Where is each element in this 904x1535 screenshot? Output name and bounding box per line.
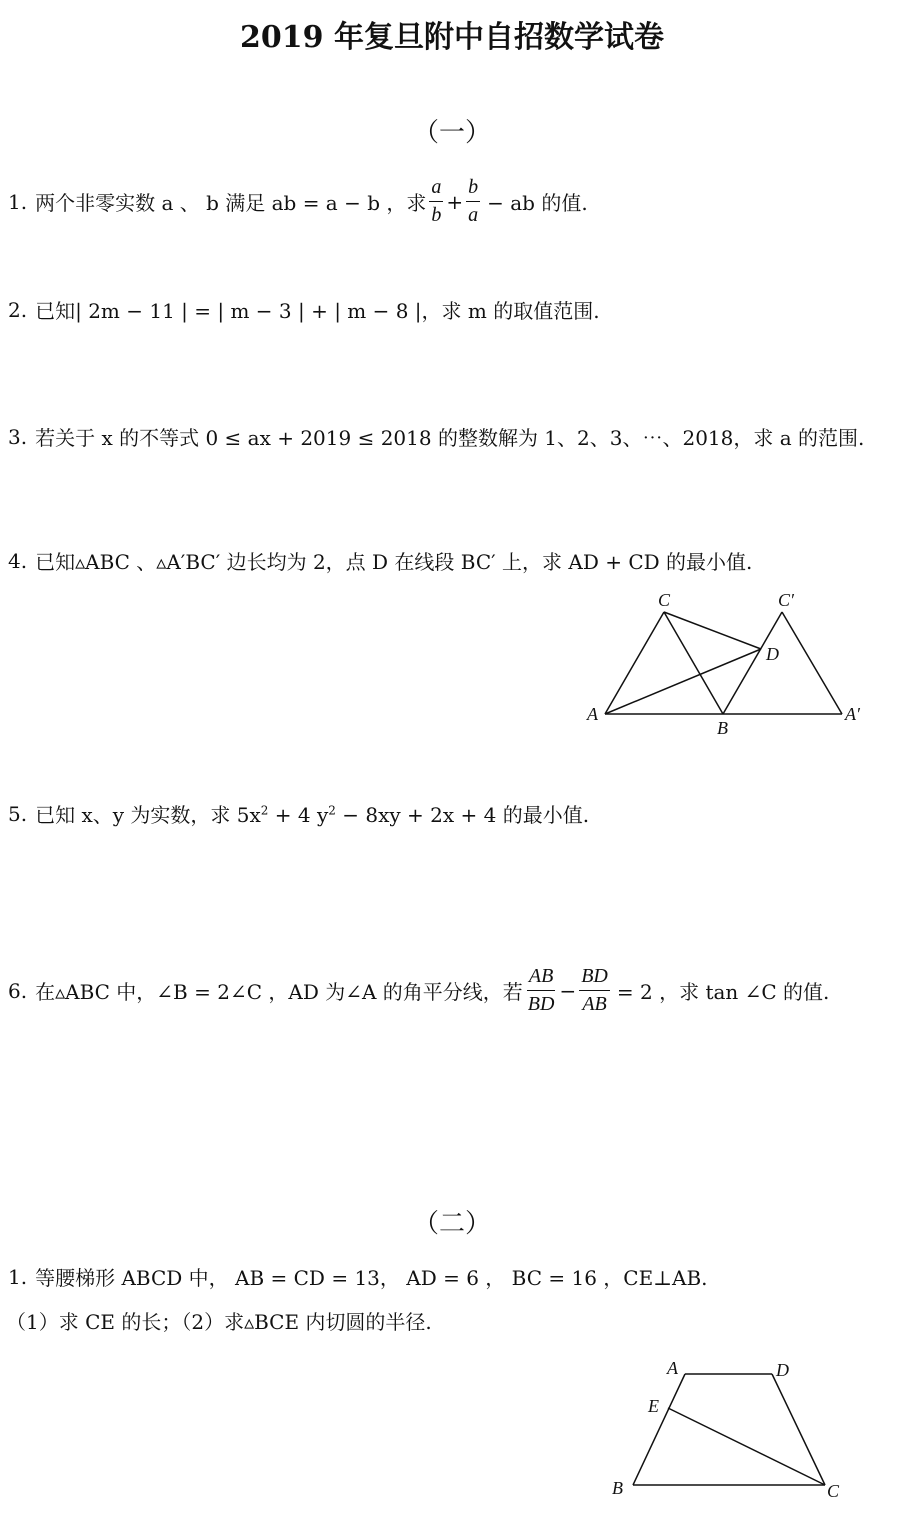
fraction-b-over-a: $\frac{b}{a}$ <box>468 176 479 226</box>
segment-C'A' <box>782 612 842 714</box>
fraction-AB-over-BD: $\frac{AB}{BD}$ <box>527 965 555 1015</box>
question-number: 1. <box>8 189 28 214</box>
question-text: 等腰梯形 ABCD 中， AB = CD = 13， AD = 6 ， BC = 16 ，CE⊥AB. <box>35 1266 708 1290</box>
question-text: 两个非零实数 a 、 b 满足 ab = a − b ，求 <box>35 191 427 215</box>
label-D: D <box>776 1360 789 1380</box>
question-number: 4. <box>8 548 28 573</box>
label-A: A <box>667 1358 678 1378</box>
question-number: 2. <box>8 297 28 322</box>
question-5 <box>8 799 589 828</box>
label-A: A <box>587 704 598 724</box>
fraction-BD-over-AB: $\frac{BD}{AB}$ <box>581 965 608 1015</box>
label-B: B <box>717 718 728 738</box>
segment-CD <box>664 612 761 649</box>
label-A-prime: A′ <box>845 704 860 724</box>
question-3 <box>8 422 864 451</box>
question-text: 已知| 2m − 11 | = | m − 3 | + | m − 8 |，求 m 的取值范围. <box>35 299 600 323</box>
segment-AD <box>605 649 761 714</box>
label-E: E <box>648 1396 659 1416</box>
label-C-prime: C′ <box>778 590 794 610</box>
question-text: 在▵ABC 中，∠B = 2∠C ，AD 为∠A 的角平分线，若 <box>35 980 523 1004</box>
segment-EC <box>668 1408 825 1485</box>
section-heading-1: （一） <box>412 118 491 148</box>
label-C: C <box>658 590 671 610</box>
segment-AC <box>605 612 664 714</box>
question-number: 3. <box>8 424 28 449</box>
question-1: 1. 两个非零实数 a 、 b 满足 ab = a − b ，求 $\frac{a}{b}$ + $\frac{b}{a}$ − ab 的值. <box>8 176 588 226</box>
triangle-figure <box>580 588 870 743</box>
question-6: 6. 在▵ABC 中，∠B = 2∠C ，AD 为∠A 的角平分线，若 $\frac{AB}{BD}$ − $\frac{BD}{AB}$ = 2 ，求 tan ∠C 的值. <box>8 965 830 1015</box>
label-D: D <box>766 644 779 664</box>
segment-DC <box>772 1374 825 1485</box>
part2-question-1 <box>8 1262 708 1291</box>
question-text: 若关于 x 的不等式 0 ≤ ax + 2019 ≤ 2018 的整数解为 1、2、3、⋯、2018，求 a 的范围. <box>35 426 865 450</box>
segment-CB <box>664 612 723 714</box>
label-C: C <box>827 1481 840 1501</box>
question-2 <box>8 295 600 324</box>
part2-question-1-subparts <box>6 1306 432 1335</box>
question-text: 已知▵ABC 、▵A′BC′ 边长均为 2，点 D 在线段 BC′ 上，求 AD + CD 的最小值. <box>35 550 753 574</box>
question-text: 已知 x、y 为实数，求 $5x^2 + 4$ $y^2 - 8xy + 2x + 4$ 的最小值. <box>35 803 590 827</box>
question-number: 6. <box>8 978 28 1003</box>
section-heading-2: （二） <box>412 1209 491 1239</box>
question-number: 1. <box>8 1264 28 1289</box>
question-number: 5. <box>8 801 28 826</box>
question-subparts-text: （1）求 CE 的长；（2）求▵BCE 内切圆的半径. <box>6 1310 432 1334</box>
question-4 <box>8 546 752 575</box>
segment-AB <box>633 1374 685 1485</box>
page-title: 2019 年复旦附中自招数学试卷 <box>240 20 664 55</box>
fraction-a-over-b: $\frac{a}{b}$ <box>431 176 442 226</box>
trapezoid-figure <box>605 1352 855 1502</box>
label-B: B <box>612 1478 623 1498</box>
